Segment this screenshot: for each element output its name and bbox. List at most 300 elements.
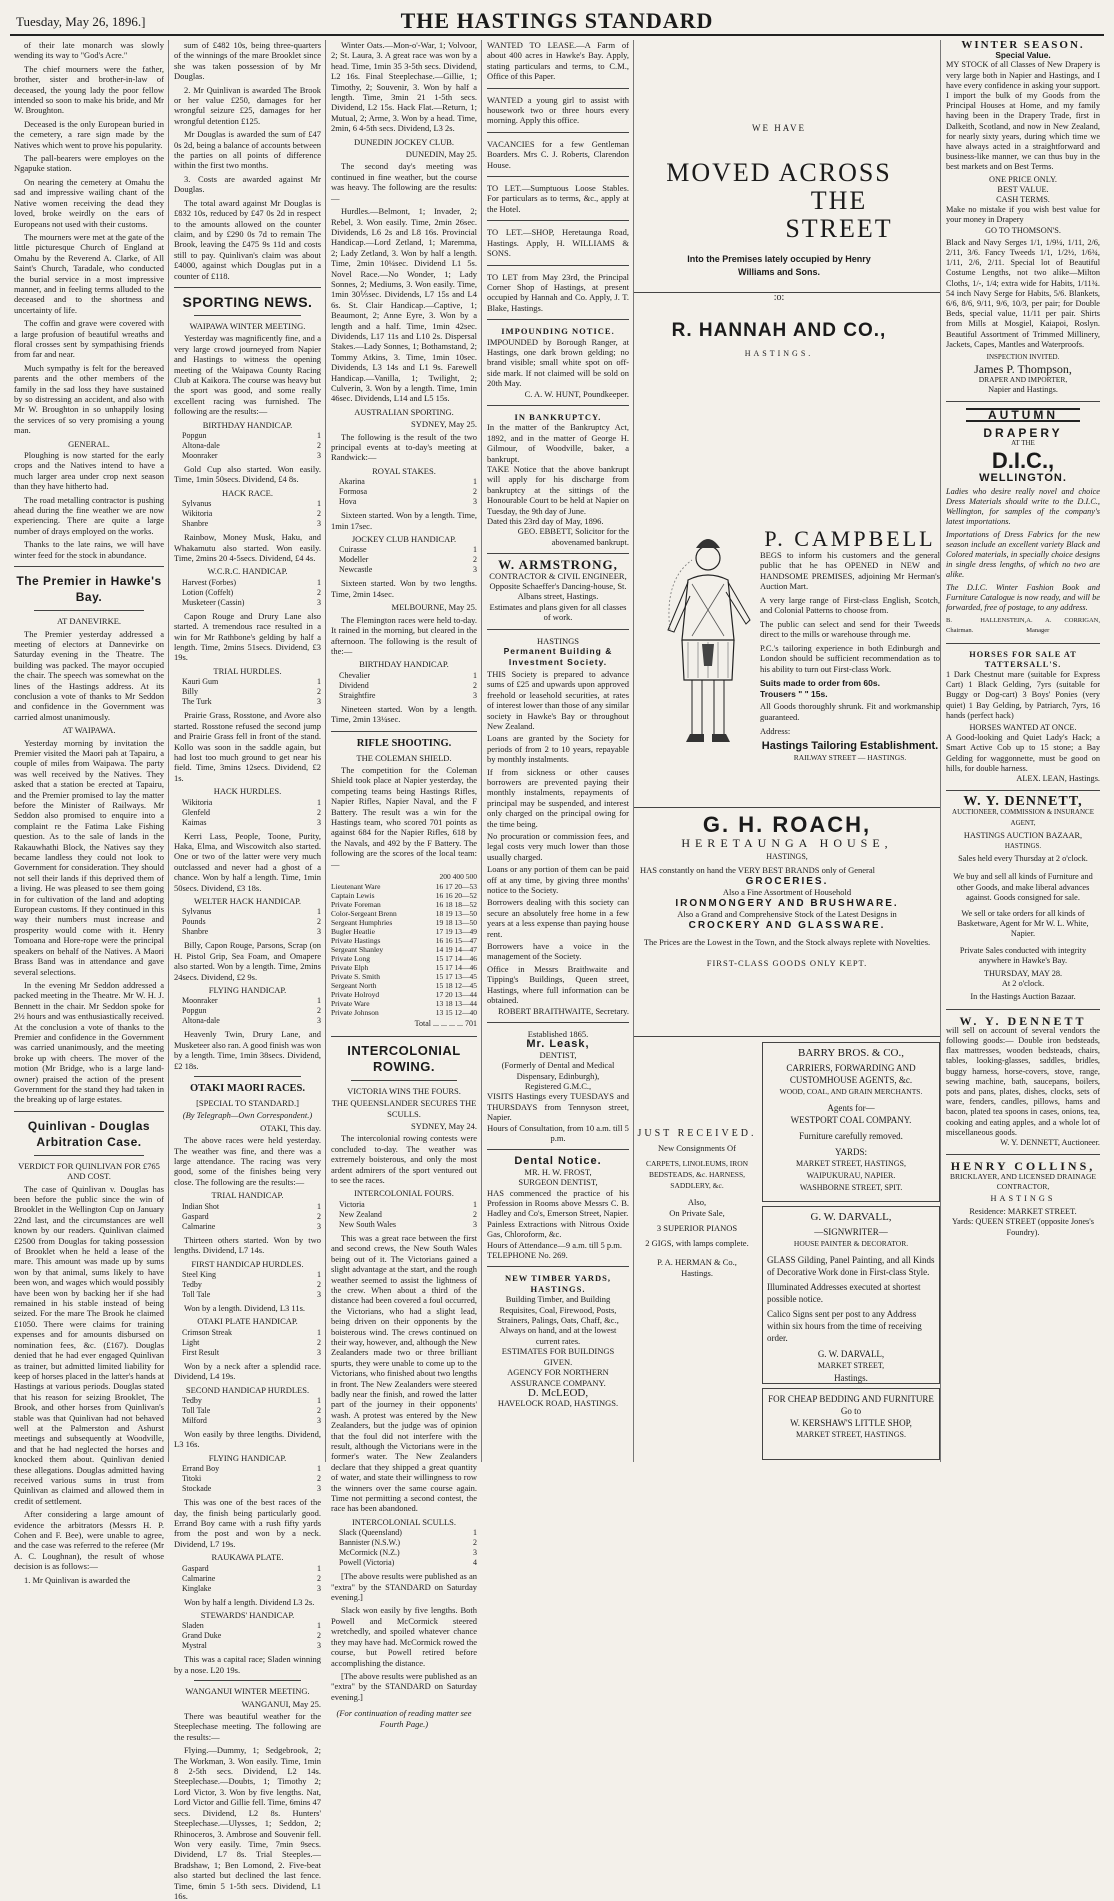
- horse-name: New South Wales: [339, 1219, 396, 1229]
- horse-name: Slack (Queensland): [339, 1528, 402, 1538]
- placing-row: [182, 907, 321, 917]
- placing-row: [339, 1220, 477, 1230]
- article-paragraph: The competition for the Coleman Shield took place at Napier yesterday, the competing teams being Hastings Rifles, Napier Rifles, Napier Naval, and the F Battery. The result was a win for the Hastings team, who scored 701 points as against 684 for the Napier Rifles, 618 by the Navals, and 492 by the F Battery. The following are the scores of the local team:—: [331, 764, 477, 869]
- article-paragraph: The total award against Mr Douglas is £832 10s, reduced by £47 0s 2d in respect to the amounts allowed on the counter claim, and by £290 0s 7d to remain The Brook, leaving the £475 9s 11d and costs still to pay. Quinlivan's claim was about £4000, against which Douglas put in a counter of £118.: [174, 197, 321, 281]
- horse-name: Chevalier: [339, 670, 371, 680]
- horse-name: Toll Tale: [182, 1289, 211, 1299]
- placing: 2: [473, 487, 477, 497]
- race-placings: [182, 1396, 321, 1426]
- placing-row: [182, 431, 321, 441]
- placing: 1: [473, 477, 477, 487]
- dateline: OTAKI, This day.: [260, 1122, 321, 1133]
- shooter-score: 15 18 12—45: [435, 981, 477, 991]
- continuation-note: (For continuation of reading matter see Fourth Page.): [336, 1708, 472, 1729]
- special-note: [SPECIAL TO STANDARD.]: [196, 1098, 299, 1109]
- shooter-score: 16 17 20—53: [435, 882, 477, 892]
- placing-row: [182, 1584, 321, 1594]
- article-paragraph: 3. Costs are awarded against Mr Douglas.: [174, 173, 321, 195]
- article-paragraph: There was beautiful weather for the Steeplechase meeting. The following are the results:—: [174, 1711, 321, 1742]
- column-1: [10, 40, 168, 1585]
- horse-name: Light: [182, 1337, 200, 1347]
- shooter-name: Color-Sergeant Brenn: [331, 909, 397, 919]
- article-paragraph: The intercolonial rowing contests were concluded to-day. The weather was extremely boisterous, and only the most ardent admirers of the sport ventured out to see the races.: [331, 1133, 477, 1186]
- score-row: [331, 891, 477, 900]
- shooter-name: Private Elph: [331, 963, 369, 973]
- race-head: HACK RACE.: [221, 487, 273, 498]
- race-placings: [182, 996, 321, 1026]
- horse-name: Indian Shot: [182, 1201, 220, 1211]
- placing: 3: [317, 1347, 321, 1357]
- placing-row: [182, 509, 321, 519]
- placing-row: [182, 677, 321, 687]
- subhead-rowing-1: VICTORIA WINS THE FOURS.: [347, 1085, 461, 1096]
- subhead-verdict: VERDICT FOR QUINLIVAN FOR £765 AND COST.: [18, 1160, 160, 1182]
- score-row: [331, 972, 477, 981]
- society-paragraph: Loans or any portion of them can be paid off at any time, by giving three months' notice to the Society.: [487, 864, 629, 896]
- ad-armstrong: W. ARMSTRONG, CONTRACTOR & CIVIL ENGINEER, Opposite Schaeffer's Dancing-house, St. Albans street, Hastings. Estimates and plans given for all classes of work.: [489, 557, 627, 623]
- race-note: Thirteen others started. Won by two lengths. Dividend, L7 14s.: [174, 1234, 321, 1256]
- shooter-name: Private Johnson: [331, 1008, 379, 1018]
- placing: 3: [317, 1415, 321, 1425]
- ad-thomson-winter: WINTER SEASON. Special Value. MY STOCK of all Classes of New Drapery is very large both in Napier and Hastings, and I have every confidence in asking your support. I import the bulk of my Goods from the Principal Houses at Home, and my family having been in the Drapery Trade, first in Dalkeith, Scotland, and now in New Zealand, for nearly sixty years, during which time we have always acted in a straightforward and business-like manner, we can thus buy in the best markets and on Best Terms. ONE PRICE ONLY. BEST VALUE. CASH TERMS. Make no mistake if you wish best value for your money in Drapery GO TO THOMSON'S. Black and Navy Serges 1/1, 1/9¼, 1/11, 2/6, 2/11, 3/6. Fancy Tweeds 1/1, 1/2½, 1/6¾, 1/11, 2/6, 2/11. Special lot of Beautiful Costume Lengths, not two alike—Milton Cloths, 1/-, 1/4; extra wide for Habits, 1/11¾. 54 inch Navy Serge for Habits, 5/6. Blankets, 6/6, 8/6, 9/11, 9/6, 10/3, per pair; for Double Beds, special value, 11/11 per pair. Shirts from Mills at Mosgiel, Kaiapoi, Roslyn. Beautiful Assortment of Trimmed Millinery, Jackets, Capes, Mantles and Waterproofs. INSPECTION INVITED. James P. Thompson, DRAPER AND IMPORTER, Napier and Hastings.: [946, 39, 1100, 394]
- horse-name: Musketeer (Cassin): [182, 597, 245, 607]
- dic-logo: D.I.C.,: [991, 447, 1055, 473]
- shooter-score: 14 19 14—47: [435, 945, 477, 955]
- ad-to-let-shop: TO LET.—SHOP, Heretaunga Road, Hastings. Apply, H. WILLIAMS & SONS.: [487, 227, 629, 259]
- placing: 2: [473, 1209, 477, 1219]
- placing-row: [182, 499, 321, 509]
- column-rule: [168, 40, 169, 1462]
- horse-name: Popgun: [182, 1006, 207, 1016]
- shooter-score: 16 16 15—47: [435, 936, 477, 946]
- horse-name: First Result: [182, 1347, 220, 1357]
- placing: 2: [317, 1474, 321, 1484]
- horse-name: Calmarine: [182, 1573, 216, 1583]
- placing: 3: [317, 597, 321, 607]
- horse-name: Moonraker: [182, 996, 218, 1006]
- shooter-score: 15 17 13—45: [435, 972, 477, 982]
- race-placings: [339, 671, 477, 701]
- premises-note: Into the Premises lately occupied by Henry: [687, 254, 871, 264]
- horse-name: Lotion (Coffelt): [182, 587, 234, 597]
- article-paragraph: The road metalling contractor is pushing ahead during the fine weather we are now experiencing. There are quite a large number of drays employed on the works.: [14, 494, 164, 536]
- race-note: Sixteen started. Won by two lengths. Time, 2min 14sec.: [331, 578, 477, 599]
- score-row: [331, 999, 477, 1008]
- quinlivan-article: [14, 1184, 164, 1585]
- placing: 1: [473, 545, 477, 555]
- dateline: WANGANUI, May 25.: [241, 1698, 321, 1709]
- race-placings: [339, 545, 477, 575]
- article-paragraph: sum of £482 10s, being three-quarters of the winnings of the mare Brooklet since she was taken possession of by Mr Douglas.: [174, 40, 321, 82]
- race-placings: [182, 1328, 321, 1358]
- article-paragraph: After considering a large amount of evidence the arbitrators (Messrs H. P. Cohen and F. Bee), were unable to agree, and the case was referred to the referee (Mr A. C. Loughnan), the result of whose decision is as follows:—: [14, 1509, 164, 1572]
- race-note: Rainbow, Money Musk, Haku, and Whakamutu also started. Won easily. Time, 2mins 20 4-5secs. Dividend, £4 4s.: [174, 532, 321, 564]
- hannah-name: R. HANNAH AND CO.,: [671, 320, 887, 341]
- placing-row: [339, 1558, 477, 1568]
- race-note: Nineteen started. Won by a length. Time, 2min 13¼sec.: [331, 703, 477, 725]
- article-paragraph: In the evening Mr Seddon addressed a packed meeting in the Theatre. Mr W. H. J. Bennett in the chair. Mr Seddon spoke for 2½ hours and was enthusiastically received. At the conclusion a vote of thanks to the Premier and confidence in the Government was carried unanimously, and the meeting broke up with cheers. The mover of the motion (Mr Bridge, who is a large land-owner) praised the action of the present Government for the stand they had taken in the breaking up of large estates.: [14, 979, 164, 1105]
- score-row: [331, 990, 477, 999]
- placing: 1: [473, 1199, 477, 1209]
- race-note: Won easily by three lengths. Dividend, L3 16s.: [174, 1428, 321, 1450]
- placing-row: [339, 555, 477, 565]
- horse-name: Calmarine: [182, 1221, 216, 1231]
- score-row: [331, 882, 477, 891]
- subhead-dannevirke: AT DANEVIRKE.: [56, 616, 122, 627]
- editor-note: [The above results were published as an "extra" by the STANDARD on Saturday evening.]: [331, 1670, 477, 1702]
- society-paragraph: No procuration or commission fees, and legal costs very much lower than those usually charged.: [487, 831, 629, 862]
- shooter-name: Private S. Smith: [331, 972, 380, 982]
- article-paragraph: The coffin and grave were covered with a large profusion of beautiful wreaths and floral crosses sent by sympathising friends from far and near.: [14, 318, 164, 360]
- horse-name: Pounds: [182, 917, 206, 927]
- shooter-name: Sergeant North: [331, 981, 377, 991]
- quinlivan-continued: [174, 40, 321, 281]
- race-head: FIRST HANDICAP HURDLES.: [191, 1258, 304, 1269]
- score-row: [331, 909, 477, 918]
- placing-row: [339, 1548, 477, 1558]
- placing-row: [339, 1210, 477, 1220]
- funeral-article: [14, 40, 164, 436]
- placing: 3: [317, 1289, 321, 1299]
- shooter-score: 17 19 13—49: [435, 927, 477, 937]
- shooter-name: Private Long: [331, 954, 370, 964]
- horse-name: Kaimas: [182, 817, 207, 827]
- waipawa-article: [14, 738, 164, 1105]
- score-row: [331, 963, 477, 972]
- placing-row: [182, 1202, 321, 1212]
- placing: 1: [317, 996, 321, 1006]
- ad-dic: AUTUMN DRAPERY AT THE D.I.C., WELLINGTON. Ladies who desire really novel and choice Dress Materials should write to the D.I.C., Wellington, for samples of the company's latest importations. Importations of Dress Fabrics for the new season include an excellent variety Black and Colored materials, in specially choice designs in single dress lengths, of which no two are alike. The D.I.C. Winter Fashion Book and Furniture Catalogue is now ready, and will be forwarded, free of postage, to any address. B. HALLENSTEIN, Chairman. A. A. CORRIGAN, Manager: [946, 407, 1100, 635]
- subhead-coleman: THE COLEMAN SHIELD.: [356, 752, 452, 763]
- subhead-wanganui: WANGANUI WINTER MEETING.: [185, 1686, 310, 1697]
- placing-row: [182, 1406, 321, 1416]
- placing-row: [182, 1280, 321, 1290]
- ad-dennett-sale: W. Y. DENNETT will sell on account of several vendors the following goods:— Double iron bedsteads, flax mattresses, wooden bedsteads, chairs, tables, looking-glasses, saddles, bridles, buggy harness, horse-covers, stove, range, sewing machine, bath, saucepans, boilers, pots and pans, plates, dishes, clocks, sets of ware, fenders, candles, pillows, hams and bacon, plated tea spoons in cases, onions, tea, cooking and eating apples, and a whole lot of miscellaneous goods. W. Y. DENNETT, Auctioneer.: [946, 1013, 1100, 1148]
- ad-impounding: IMPOUNDING NOTICE. IMPOUNDED by Borough Ranger, at Hastings, one dark brown gelding; no brand visible; small white spot on off-side mark. If not claimed will be sold on 20th May. C. A. W. HUNT, Poundkeeper.: [487, 326, 629, 399]
- society-paragraph: Office in Messrs Braithwaite and Tipping's Buildings, Queen street, Hastings, where full information can be obtained.: [487, 963, 629, 1006]
- campbell-title: P. CAMPBELL: [764, 526, 936, 551]
- subhead-australian: AUSTRALIAN SPORTING.: [354, 406, 454, 417]
- placing-row: [182, 1396, 321, 1406]
- ad-wanted-lease: WANTED TO LEASE.—A Farm of about 400 acres in Hawke's Bay. Apply, stating particulars and terms, to C.M., Office of this Paper.: [487, 40, 629, 82]
- race-note: Billy, Capon Rouge, Parsons, Scrap (on H. Pistol Grip, Sea Foam, and Omapere also started. Won by a length. Time, 2mins 24secs. Dividend, £2 9s.: [174, 940, 321, 982]
- headline-rowing: INTERCOLONIAL ROWING.: [347, 1042, 461, 1074]
- telegraph-note: (By Telegraph—Own Correspondent.): [182, 1110, 313, 1121]
- race-note: This was one of the best races of the day, the finish being particularly good. Errand Boy came with a rush fifty yards from the post and won by a neck. Dividend, L7 19s.: [174, 1497, 321, 1549]
- placing: 2: [317, 1006, 321, 1016]
- placing: 3: [317, 451, 321, 460]
- race-head: INTERCOLONIAL SCULLS.: [351, 1516, 457, 1527]
- moved-across: MOVED ACROSS: [666, 158, 892, 187]
- horse-name: Dividend: [339, 680, 369, 690]
- placing: 3: [317, 1016, 321, 1026]
- horse-name: Mystral: [182, 1641, 207, 1651]
- race-note: This was a capital race; Sladen winning by a nose. L20 19s.: [174, 1654, 321, 1675]
- subhead-otaki: OTAKI MAORI RACES.: [189, 1083, 306, 1095]
- column-4-classifieds: [483, 40, 633, 1462]
- placing-row: [182, 441, 321, 451]
- placing: 2: [317, 587, 321, 597]
- subhead-waipawa-winter: WAIPAWA WINTER MEETING.: [189, 320, 306, 331]
- column-6-advertisements: [942, 40, 1104, 1462]
- horse-name: Grand Duke: [182, 1631, 222, 1641]
- article-paragraph: The pall-bearers were employes on the Ngapuke station.: [14, 153, 164, 174]
- race-head: JOCKEY CLUB HANDICAP.: [351, 534, 457, 545]
- race-placings: [182, 1202, 321, 1232]
- placing: 2: [317, 1211, 321, 1221]
- race-head: SECOND HANDICAP HURDLES.: [185, 1384, 310, 1395]
- placing: 1: [317, 1327, 321, 1337]
- horse-name: Hova: [339, 497, 357, 507]
- shooter-name: Lieutenant Ware: [331, 882, 381, 892]
- shooter-name: Sergeant Humphries: [331, 918, 393, 928]
- horse-name: Titoki: [182, 1474, 202, 1484]
- race-placings: [182, 1270, 321, 1300]
- placing-row: [339, 487, 477, 497]
- placing: 3: [473, 497, 477, 507]
- race-results-text: Flying.—Dummy, 1; Sedgebrook, 2; The Workman, 3. Won easily. Time, 1min 8 2-5th secs. Dividend, L2 14s. Steeplechase.—Doubts, 1; Timothy 2; Lord Victor, 3. Won by five lengths. Nat, Lord Victor and Gillie fell. Time, 6mins 47 secs. Dividend, L2 8s. Hunters' Steeplechase.—Ulysses, 1; Seddon, 2; Rhinoceros, 3. Ambrose and Souvenir fell. Won very easily. Time, 7min 9secs. Dividend, L7 8s. Trial Steeples.—Bradshaw, 1; Ben Lomond, 2. Five-beat also started but declined the last fence. Time, 6min 5 1-5th secs. Dividend, L1 16s.: [174, 1745, 321, 1901]
- placing-row: [182, 578, 321, 588]
- society-paragraph: Loans are granted by the Society for periods of from 2 to 10 years, repayable by monthly instalments.: [487, 733, 629, 765]
- article-paragraph: Ploughing is now started for the early crops and the Natives intend to have a much larger area under crop next season than they have hitherto had.: [14, 450, 164, 492]
- dateline: SYDNEY, May 24.: [411, 1121, 477, 1132]
- race-head: INTERCOLONIAL FOURS.: [354, 1188, 454, 1199]
- placing: 2: [317, 509, 321, 519]
- shooter-name: Private Hastings: [331, 936, 381, 946]
- placing: 2: [473, 555, 477, 565]
- horse-name: Errand Boy: [182, 1464, 220, 1474]
- race-note: Won by half a length. Dividend L3 2s.: [184, 1596, 315, 1607]
- placing: 3: [317, 519, 321, 529]
- horse-name: Steel King: [182, 1269, 216, 1279]
- placing: 1: [317, 1395, 321, 1405]
- placing-row: [182, 1006, 321, 1016]
- article-paragraph: Deceased is the only European buried in the cemetery, a rare sign made by the Natives which went to prove his popularity.: [14, 118, 164, 150]
- column-3: [327, 40, 481, 1729]
- headline-sporting: SPORTING NEWS.: [182, 293, 313, 310]
- horse-name: Moonraker: [182, 451, 218, 460]
- race-placings: [182, 431, 321, 461]
- highlander-illustration: [658, 520, 760, 752]
- horse-name: Powell (Victoria): [339, 1558, 395, 1568]
- score-row: [331, 936, 477, 945]
- placing: 1: [473, 1528, 477, 1538]
- article-paragraph: Mr Douglas is awarded the sum of £47 0s 2d, being a balance of accounts between the parties on all points of difference within the first two months.: [174, 129, 321, 171]
- placing: 3: [473, 690, 477, 700]
- shooter-score: 17 20 13—44: [435, 990, 477, 1000]
- issue-date: Tuesday, May 26, 1896.]: [16, 14, 146, 29]
- placing: 1: [317, 577, 321, 587]
- race-results-text: Hurdles.—Belmont, 1; Invader, 2; Rebel, 3. Won easily. Time, 2min 26sec. Dividends, L6 2s and L8 16s. Provincial Handicap.—Lord Zetland, 1; Maremma, 2; Lady Zetland, 3. Won by half a length. Time, 2min 10¼sec. Dividend L1 5s. Novel Race.—No Wonder, 1; Lady Sonnes, 2; Mediums, 3. Won easily. Time, 1min 30⅕sec. Dividends, L7 15s and L4 6s. St. Clair Handicap.—Captive, 1; Beaumont, 2; Anne Eyre, 3. Won by a length and a half. Time, 1min 42sec. Dividends, L17 11s and L10 2s. Dispersal Stakes.—Lady Sonnes, 1; Bothamstand, 2; Tommy Atkins, 3. Time, 1min 10sec. Dividends, L3 14s and L1 9s. Farewell Handicap.—Vanilla, 1; Twilight, 2; Culverin, 3. Won by a length. Time, 1min 46sec. Dividends, L14 and L5 15s.: [331, 206, 477, 404]
- ad-vacancies: VACANCIES for a few Gentleman Boarders. Mrs C. J. Roberts, Clarendon House.: [487, 138, 629, 170]
- newspaper-title: THE HASTINGS STANDARD: [400, 8, 714, 33]
- placing-row: [182, 1484, 321, 1494]
- shooter-score: 16 18 18—52: [435, 900, 477, 910]
- horse-name: Straightfire: [339, 690, 376, 700]
- placing: 1: [317, 431, 321, 440]
- article-paragraph: The case of Quinlivan v. Douglas has been before the public since the win of Brooklet in the Wellington Cup on January 22nd last, and the circumstances are well known by our readers. Quinlivan claimed £2500 from Douglas for taking possession of Brooklet when he held a lease of the mare. This amount was made up by sums won by that animal, sums likely to have been won, and wages which would possibly have been won by backing her if she had remained in his stable instead of being seized. For the mare The Brook he claimed £1050. There were claims for training expenses and for amounts disbursed on nomination fees, &c. (£167). Douglas denied that he had ever engaged Quinlivan as trainer, but admitted limited liability for keep of horses placed in the latter's hands at Hastings at various periods. Douglas stated that his reason for seizing Brooklet, The Brook, and other horses from Quinlivan's stable was that Quinlivan had not behaved well at the Palmerston and Ashurst meetings and subsequently at Woodville, and that he had neglected the horses and knocked them about. Quinlivan denied these allegations. Douglas admitted having received various sums in trust from Quinlivan as claimed and allowed them in credit of settlement.: [14, 1183, 164, 1506]
- placing: 1: [317, 1621, 321, 1631]
- placing: 4: [473, 1558, 477, 1568]
- headline-premier: The Premier in Hawke's Bay.: [16, 574, 162, 605]
- horse-name: Milford: [182, 1415, 207, 1425]
- race-head: BIRTHDAY HANDICAP.: [202, 419, 293, 430]
- divider: :o:: [773, 292, 785, 303]
- placing: 2: [317, 1405, 321, 1415]
- race-note: Prairie Grass, Rosstone, and Avore also started. Rosstone refused the second jump and Prairie Grass fell in front of the stand. Kollo was soon in the saddle again, but had lost too much ground to get near his field. Time, 3mins 12secs. Dividend, £2 1s.: [174, 710, 321, 783]
- society-paragraph: Borrowers dealing with this society can secure an absolutely free home in a few years at a less expense than paying house rent.: [487, 897, 629, 939]
- placing: 1: [317, 1563, 321, 1573]
- race-placings: [182, 1621, 321, 1651]
- placing: 3: [317, 1221, 321, 1231]
- race-note: Sixteen started. Won by a length. Time, 1min 17sec.: [331, 510, 477, 531]
- placing: 3: [317, 697, 321, 707]
- race-placings: [182, 578, 321, 608]
- article-paragraph: The chief mourners were the father, brother, sister and brother-in-law of deceased, the young lady the poor fellow intended so soon to make his bride, and Mr W. Broughton.: [14, 63, 164, 116]
- ad-to-let-stables: TO LET.—Sumptuous Loose Stables. For particulars as to terms, &c., apply at the Hotel.: [487, 183, 629, 214]
- placing-row: [182, 451, 321, 461]
- horse-name: Shanbre: [182, 927, 209, 937]
- placing: 2: [317, 1631, 321, 1641]
- placing: 2: [317, 1279, 321, 1289]
- race-head: OTAKI PLATE HANDICAP.: [197, 1316, 298, 1327]
- horse-name: Altona-dale: [182, 1016, 220, 1026]
- placing: 2: [317, 1573, 321, 1583]
- score-row: [331, 1008, 477, 1017]
- score-row: [331, 945, 477, 954]
- column-rule: [940, 40, 941, 1462]
- dateline: SYDNEY, May 25.: [411, 419, 477, 430]
- placing-row: [182, 798, 321, 808]
- horse-name: Newcastle: [339, 565, 373, 575]
- ad-just-received: JUST RECEIVED. New Consignments Of CARPETS, LINOLEUMS, IRON BEDSTEADS, &c. HARNESS, SADDLERY, &c. Also, On Private Sale, 3 SUPERIOR PIANOS 2 GIGS, with lamps complete. P. A. HERMAN & Co., Hastings.: [637, 1128, 757, 1278]
- race-head: WELTER HACK HANDICAP.: [193, 895, 302, 906]
- the-street: THE STREET: [785, 186, 893, 243]
- article-paragraph: of their late monarch was slowly wending its way to "God's Acre.": [14, 40, 164, 61]
- shooter-score: 19 18 13—50: [435, 918, 477, 928]
- ad-campbell: P. CAMPBELL BEGS to inform his customers and the general public that he has OPENED in NEW and HANDSOME PREMISES, adjoining Mr Herman's Auction Mart. A very large range of First-class English, Scotch, and Colonial Patterns to choose from. The public can select and send for their Tweeds direct to the mills or warehouse through me. P.C.'s tailoring experience in both Edinburgh and London should be sufficient recommendation as to his ability to turn out First-class Work. Suits made to order from 60s. Trousers " " 15s. All Goods thoroughly shrunk. Fit and workmanship guaranteed. Address: Hastings Tailoring Establishment. RAILWAY STREET — HASTINGS.: [760, 526, 940, 762]
- horse-name: Kauri Gum: [182, 677, 219, 687]
- column-rule: [325, 40, 326, 1462]
- placing: 1: [317, 1201, 321, 1211]
- horse-name: New Zealand: [339, 1209, 382, 1219]
- column-rule: [481, 40, 482, 1462]
- article-paragraph: Much sympathy is felt for the bereaved parents and the other members of the family in the sad loss they have sustained by so distressing an accident, and also with Mr W. Broughton in so unhappily losing the services of so very promising a young man.: [14, 362, 164, 436]
- headline-rifle: RIFLE SHOOTING.: [356, 737, 452, 749]
- horse-name: Crimson Streak: [182, 1327, 232, 1337]
- subhead-rowing-2: THE QUEENSLANDER SECURES THE SCULLS.: [331, 1098, 477, 1119]
- article-paragraph: The above races were held yesterday. The weather was fine, and there was a large attendance. The racing was very good, some of the finishes being very close. The following are the results:—: [174, 1135, 321, 1187]
- dateline: DUNEDIN, May 25.: [405, 149, 477, 160]
- shooter-score: 18 19 13—50: [435, 909, 477, 919]
- williams-note: Williams and Sons.: [738, 267, 820, 277]
- placing: 1: [473, 670, 477, 680]
- ad-frost-dentist: Dental Notice. MR. H. W. FROST, SURGEON DENTIST, HAS commenced the practice of his Profession in Rooms above Messrs C. B. Hadley and Co's, Emerson Street, Napier. Painless Extractions with Nitrous Oxide Gas, Chloroform, &c. Hours of Attendance—9 a.m. till 5 p.m. TELEPHONE No. 269.: [487, 1155, 629, 1261]
- race-results-text: Winter Oats.—Mon-o'-War, 1; Volvoor, 2; St. Laura, 3. A great race was won by a head. Time, 1min 35 3-5th secs. Dividend, L2 16s. Final Steeplechase.—Gillie, 1; Timothy, 2; Souvenir, 3. Won by half a length. Time, 3min 21 1-5th secs. Dividend, L2 15s. Hack Flat.—Return, 1; Mutual, 2; Arme, 3. Won by a head. Time, 2min, 6 4-5th secs. Dividend, L3 2s.: [331, 40, 477, 134]
- placing-row: [339, 691, 477, 701]
- race-head: W.C.R.C. HANDICAP.: [207, 566, 288, 577]
- dateline: MELBOURNE, May 25.: [391, 602, 477, 613]
- race-head: BIRTHDAY HANDICAP.: [359, 659, 449, 670]
- horse-name: Tedby: [182, 1279, 202, 1289]
- ad-leask-dentist: Established 1865. Mr. Leask, DENTIST, (Formerly of Dental and Medical Dispensary, Edinburgh), Registered G.M.C., VISITS Hastings every TUESDAYS and THURSDAYS from Tennyson street, Napier. Hours of Consultation, from 10 a.m. till 5 p.m.: [487, 1028, 629, 1143]
- article-paragraph: On nearing the cemetery at Omahu the sad and impressive wailing chant of the Native women receiving the dead they loved, broke weirdly on the ears of Europeans not used with their customs.: [14, 176, 164, 229]
- placing: 2: [317, 441, 321, 450]
- shooter-score: 15 17 14—46: [435, 963, 477, 973]
- horse-name: Billy: [182, 687, 199, 697]
- placing-row: [182, 927, 321, 937]
- placing-row: [182, 1212, 321, 1222]
- rifle-scores-table: [331, 882, 477, 1017]
- placing-row: [182, 519, 321, 529]
- placing: 2: [317, 917, 321, 927]
- placing-row: [339, 681, 477, 691]
- placing-row: [182, 1290, 321, 1300]
- race-placings: [339, 1528, 477, 1568]
- placing: 2: [317, 807, 321, 817]
- article-paragraph: The mourners were met at the gate of the little picturesque Church of England at Omahu by the Reverend A. Clarke, of All Saint's Church, Taradale, who conducted the burial service in a most impressive manner, and in feeling terms alluded to the deceased and to the shortness and uncertainty of life.: [14, 231, 164, 315]
- placing-row: [182, 1416, 321, 1426]
- score-row: [331, 927, 477, 936]
- ad-wanted-girl: WANTED a young girl to assist with housework two or three hours every morning. Apply this office.: [487, 94, 629, 126]
- subhead-waipawa: AT WAIPAWA.: [62, 725, 116, 736]
- placing-row: [182, 818, 321, 828]
- ad-kershaw: FOR CHEAP BEDDING AND FURNITURE Go to W. KERSHAW'S LITTLE SHOP, MARKET STREET, HASTINGS.: [762, 1388, 940, 1460]
- placing-row: [182, 598, 321, 608]
- race-placings: [182, 499, 321, 529]
- shooter-score: 15 17 14—46: [435, 954, 477, 964]
- australian-results: [331, 466, 477, 725]
- placing: 3: [317, 927, 321, 937]
- race-note: Capon Rouge and Drury Lane also started. A tremendous race resulted in a win for Mr Rathbone's gelding by half a length. Time, 2mins 51secs. Dividend, £3 19s.: [174, 610, 321, 663]
- race-head: STEWARDS' HANDICAP.: [200, 1610, 295, 1620]
- article-paragraph: The second day's meeting was continued in fine weather, but the course was heavy. The following are the results:—: [331, 161, 477, 203]
- horse-name: Bannister (N.S.W.): [339, 1538, 401, 1548]
- shooter-name: Private Foreman: [331, 900, 381, 910]
- horse-name: Cuirasse: [339, 545, 367, 555]
- horse-name: Shanbre: [182, 519, 209, 529]
- race-note: Won by a neck after a splendid race. Dividend, L4 19s.: [174, 1360, 321, 1382]
- placing: 1: [317, 1464, 321, 1474]
- race-head: TRIAL HANDICAP.: [211, 1190, 284, 1201]
- race-head: FLYING HANDICAP.: [208, 1452, 287, 1463]
- article-paragraph: This was a great race between the first and second crews, the New South Wales being out of it. The Victorians gained a slight advantage at the start, and the rough weather seemed to assist the lightness of the crew. When about a third of the distance had been covered a foul occurred, the Victorians, who had a slight lead, being driven on their opponents by the boisterous wind. The crews continued on their way, however, and, although the New Zealanders made two or three brilliant spurts, they were unable to come up to the Victorians, who finished about two lengths in front. The New Zealanders were steered badly near the finish, and rowed the latter part of the journey in their opponents' wash. A protest was entered by the New Zealanders, but the judge was of opinion that the foul did not interfere with the result, although the Victorians were in the former's water. The New Zealanders declare that they shipped a great quantity of water, and state their willingness to row the winners over the same course again. Time not permitting a second contest, the race has been abandoned.: [331, 1232, 477, 1514]
- race-results: [174, 420, 321, 1901]
- article-paragraph: 1. Mr Quinlivan is awarded the: [24, 1574, 131, 1585]
- section-head: GENERAL.: [68, 438, 110, 449]
- ad-barry-bros: BARRY BROS. & CO., CARRIERS, FORWARDING AND CUSTOMHOUSE AGENTS, &c. WOOD, COAL, AND GRAIN MERCHANTS. Agents for— WESTPORT COAL COMPANY. Furniture carefully removed. YARDS: MARKET STREET, HASTINGS, WAIPUKURAU, NAPIER. WASHBORNE STREET, SPIT.: [762, 1042, 940, 1202]
- race-head: ROYAL STAKES.: [372, 465, 436, 476]
- article-paragraph: Yesterday was magnificently fine, and a very large crowd journeyed from Napier and Hastings to witness the opening meeting of the Waipawa County Racing Club at Kaikora. The course was heavy but the sport was good, and some really excellent racing was furnished. The following are the results:—: [174, 333, 321, 417]
- horse-name: Toll Tale: [182, 1405, 211, 1415]
- shooter-name: Bugler Heatlie: [331, 927, 375, 937]
- placing: 3: [473, 1548, 477, 1558]
- placing-row: [339, 477, 477, 487]
- placing-row: [182, 1641, 321, 1651]
- horse-name: Harvest (Forbes): [182, 577, 236, 587]
- placing: 2: [317, 1337, 321, 1347]
- horse-name: Altona-dale: [182, 441, 220, 450]
- placing: 1: [317, 907, 321, 917]
- placing-row: [182, 588, 321, 598]
- horse-name: Modeller: [339, 555, 369, 565]
- ad-dennett: W. Y. DENNETT, AUCTIONEER, COMMISSION & INSURANCE AGENT, HASTINGS AUCTION BAZAAR, HASTINGS. Sales held every Thursday at 2 o'clock. We buy and sell all kinds of Furniture and other Goods, and make liberal advances against. Goods consigned for sale. We sell or take orders for all kinds of Basketware, Agent for Mr W. L. White, Napier. Private Sales conducted with integrity anywhere in Hawke's Bay. THURSDAY, MAY 28. At 2 o'clock. In the Hastings Auction Bazaar.: [952, 794, 1094, 1002]
- score-row: [331, 954, 477, 963]
- shooter-name: Private Holroyd: [331, 990, 380, 1000]
- horse-name: Stockade: [182, 1484, 212, 1494]
- placing-row: [182, 1574, 321, 1584]
- hannah-town: HASTINGS.: [744, 349, 814, 358]
